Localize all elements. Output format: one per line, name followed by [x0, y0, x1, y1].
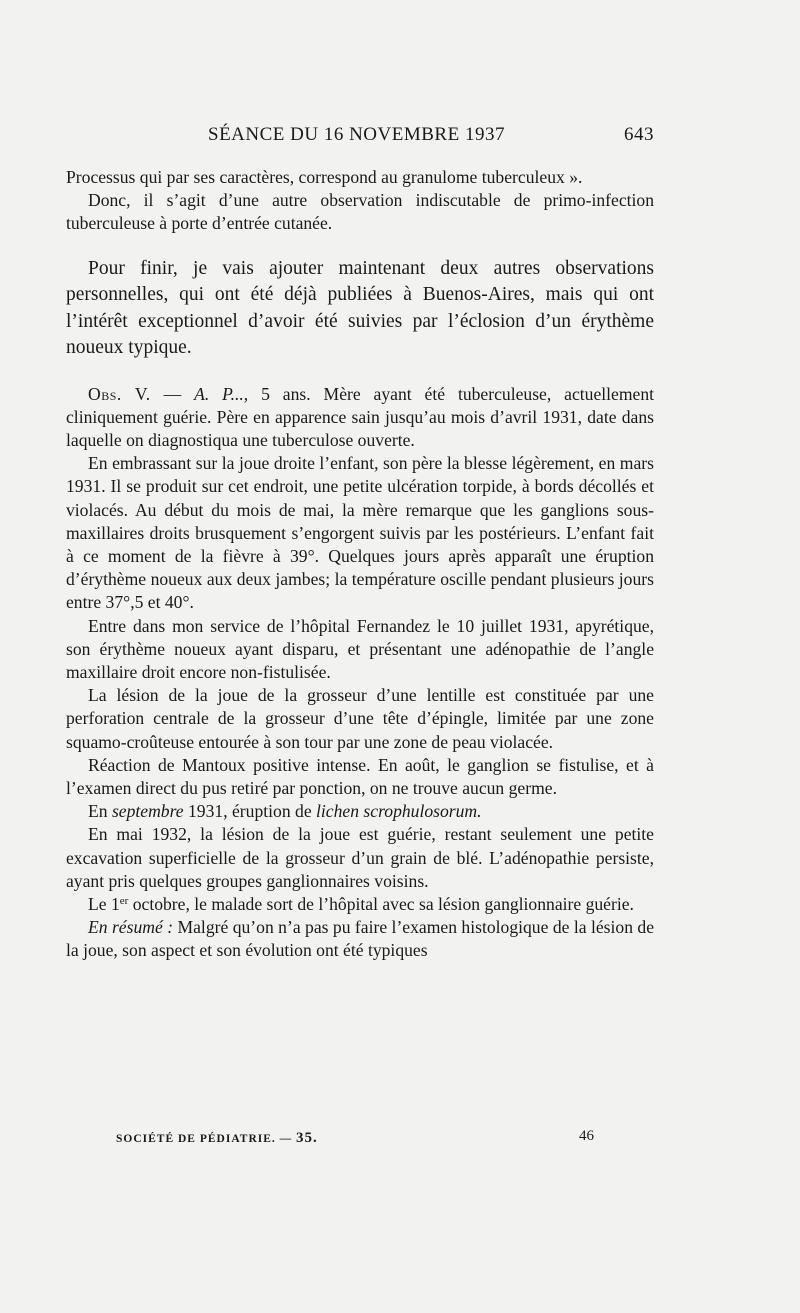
paragraph-2: Donc, il s’agit d’une autre observation indiscutable de primo-infection tuberculeuse à porte d’entrée cutanée. — [66, 190, 654, 234]
paragraph-3: Pour finir, je vais ajouter maintenant deux autres observations personnelles, qui ont été déjà publiées à Buenos-Aires, mais qui ont l’intérêt exceptionnel d’avoir été suivies par l’éclosion d’un érythème noueux typique. — [66, 257, 654, 359]
obs-dash: — — [150, 383, 195, 404]
paragraph-6: Entre dans mon service de l’hôpital Fernandez le 10 juillet 1931, apyrétique, son érythème noueux ayant disparu, et présentant une adénopathie de l’angle maxillaire droit encore non-fistulisée. — [66, 615, 654, 683]
signature-mark — [116, 1130, 318, 1147]
summary-text: Malgré qu’on n’a pas pu faire l’examen histologique de la lésion de la joue, son aspect et son évolution ont été typiques — [66, 917, 655, 961]
signature-number: 35. — [296, 1130, 318, 1146]
p11-post: octobre, le malade sort de l’hôpital avec sa lésion ganglionnaire guérie. — [128, 894, 634, 915]
body-text — [66, 166, 654, 963]
running-title: SÉANCE DU 16 NOVEMBRE 1937 — [208, 124, 505, 145]
sheet-number: 46 — [579, 1128, 594, 1144]
paragraph-9 — [66, 800, 654, 823]
p9-term: lichen scrophulosorum. — [316, 801, 482, 822]
patient-name: A. P..., — [194, 383, 249, 404]
obs-label: Obs. V. — [88, 383, 151, 404]
summary-label: En résumé : — [88, 917, 174, 938]
paragraph-12 — [66, 916, 654, 962]
p11-sup: er — [119, 895, 129, 908]
paragraph-10: En mai 1932, la lésion de la joue est guérie, restant seulement une petite excavation superficielle de la grosseur d’un grain de blé. L’adénopathie persiste, ayant pris quelques groupes ganglionnaires voisins. — [66, 824, 654, 891]
paragraph-1: Processus qui par ses caractères, correspond au granulome tuberculeux ». — [66, 167, 583, 187]
paragraph-11 — [66, 893, 654, 916]
p9-pre: En — [88, 801, 112, 822]
page-number: 643 — [624, 124, 654, 145]
observation-v — [66, 383, 654, 453]
signature-text: SOCIÉTÉ DE PÉDIATRIE. — — [116, 1133, 297, 1145]
p9-mid: 1931, éruption de — [183, 801, 317, 822]
obs-text: 5 ans. Mère ayant été tuberculeuse, actuellement cliniquement guérie. Père en apparence sain jusqu’au mois d’avril 1931, date dans laquelle on diagnostiqua une tuberculose ouverte. — [66, 383, 655, 451]
paragraph-7: La lésion de la joue de la grosseur d’une lentille est constituée par une perforation centrale de la grosseur d’une tête d’épingle, limitée par une zone squamo-croûteuse entourée à son tour par une zone de peau violacée. — [66, 685, 654, 752]
paragraph-5: En embrassant sur la joue droite l’enfant, son père la blesse légèrement, en mars 1931. Il se produit sur cet endroit, une petite ulcération torpide, à bords décollés et violacés. Au début du mois de mai, la mère remarque que les ganglions sous-maxillaires droits brusquement s’engorgent suivis par les postérieurs. L’enfant fait à ce moment de la fièvre à 39°. Quelques jours après apparaît une éruption d’érythème noueux aux deux jambes; la température oscille pendant plusieurs jours entre 37°,5 et 40°. — [66, 453, 654, 613]
p11-pre: Le 1 — [88, 894, 120, 915]
p9-month: septembre — [111, 801, 184, 822]
paragraph-8: Réaction de Mantoux positive intense. En août, le ganglion se fistulise, et à l’examen direct du pus retiré par ponction, on ne trouve aucun germe. — [66, 754, 654, 799]
